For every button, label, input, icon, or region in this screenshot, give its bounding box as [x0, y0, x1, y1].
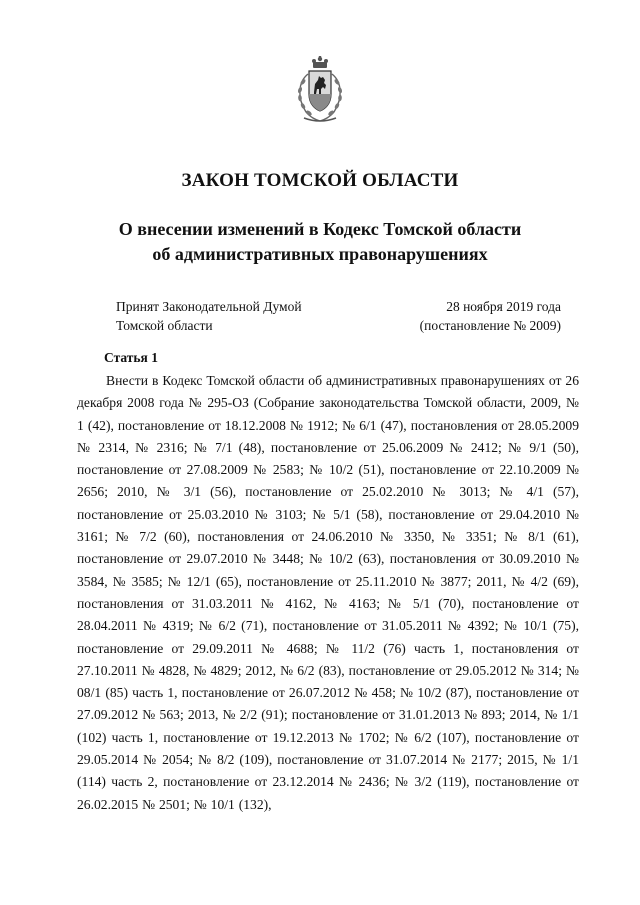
adopting-body: [116, 297, 302, 335]
law-subtitle: [0, 217, 640, 267]
adoption-date-block: [420, 297, 561, 335]
adopting-body-line-1: Принят Законодательной Думой: [116, 299, 302, 314]
adopting-body-line-2: Томской области: [116, 318, 213, 333]
adoption-date: 28 ноября 2019 года: [446, 299, 561, 314]
article-body-text: Внести в Кодекс Томской области об административных правонарушениях от 26 декабря 2008 года № 295-ОЗ (Собрание законодательства Томской области, 2009, № 1 (42), постановление от 18.12.2008 № 1912; № 6/1 (47), постановления от 28.05.2009 № 2314, № 2316; № 7/1 (48), постановление от 25.06.2009 № 2412; № 9/1 (50), постановление от 27.08.2009 № 2583; № 10/2 (51), постановление от 22.10.2009 № 2656; 2010, № 3/1 (56), постановление от 25.02.2010 № 3013; № 4/1 (57), постановление от 25.03.2010 № 3103; № 5/1 (58), постановление от 29.04.2010 № 3161; № 7/2 (60), постановления от 24.06.2010 № 3350, № 3351; № 8/1 (61), постановление от 29.07.2010 № 3448; № 10/2 (63), постановления от 30.09.2010 № 3584, № 3585; № 12/1 (65), постановление от 25.11.2010 № 3877; 2011, № 4/2 (69), постановления от 31.03.2011 № 4162, № 4163; № 5/1 (70), постановление от 28.04.2011 № 4319; № 6/2 (71), постановление от 31.05.2011 № 4392; № 10/1 (75), постановление от 29.09.2011 № 4688; № 11/2 (76) часть 1, постановления от 27.10.2011 № 4828, № 4829; 2012, № 6/2 (83), постановление от 29.05.2012 № 314; № 08/1 (85) часть 1, постановление от 26.07.2012 № 458; № 10/2 (87), постановление от 27.09.2012 № 563; 2013, № 2/2 (91); постановление от 31.01.2013 № 893; 2014, № 1/1 (102) часть 1, постановление от 19.12.2013 № 1702; № 6/2 (107), постановление от 29.05.2014 № 2054; № 8/2 (109), постановление от 31.07.2014 № 2177; 2015, № 1/1 (114) часть 2, постановление от 23.12.2014 № 2436; № 3/2 (119), постановление от 26.02.2015 № 2501; № 10/1 (132),: [77, 373, 579, 812]
article-heading: Статья 1: [104, 350, 158, 365]
tomsk-coat-of-arms-emblem: [294, 56, 346, 124]
law-subtitle-line-1: О внесении изменений в Кодекс Томской области: [118, 219, 522, 239]
resolution-number: (постановление № 2009): [419, 318, 561, 333]
law-subtitle-line-2: об административных правонарушениях: [152, 244, 488, 264]
law-title: ЗАКОН ТОМСКОЙ ОБЛАСТИ: [181, 170, 459, 191]
